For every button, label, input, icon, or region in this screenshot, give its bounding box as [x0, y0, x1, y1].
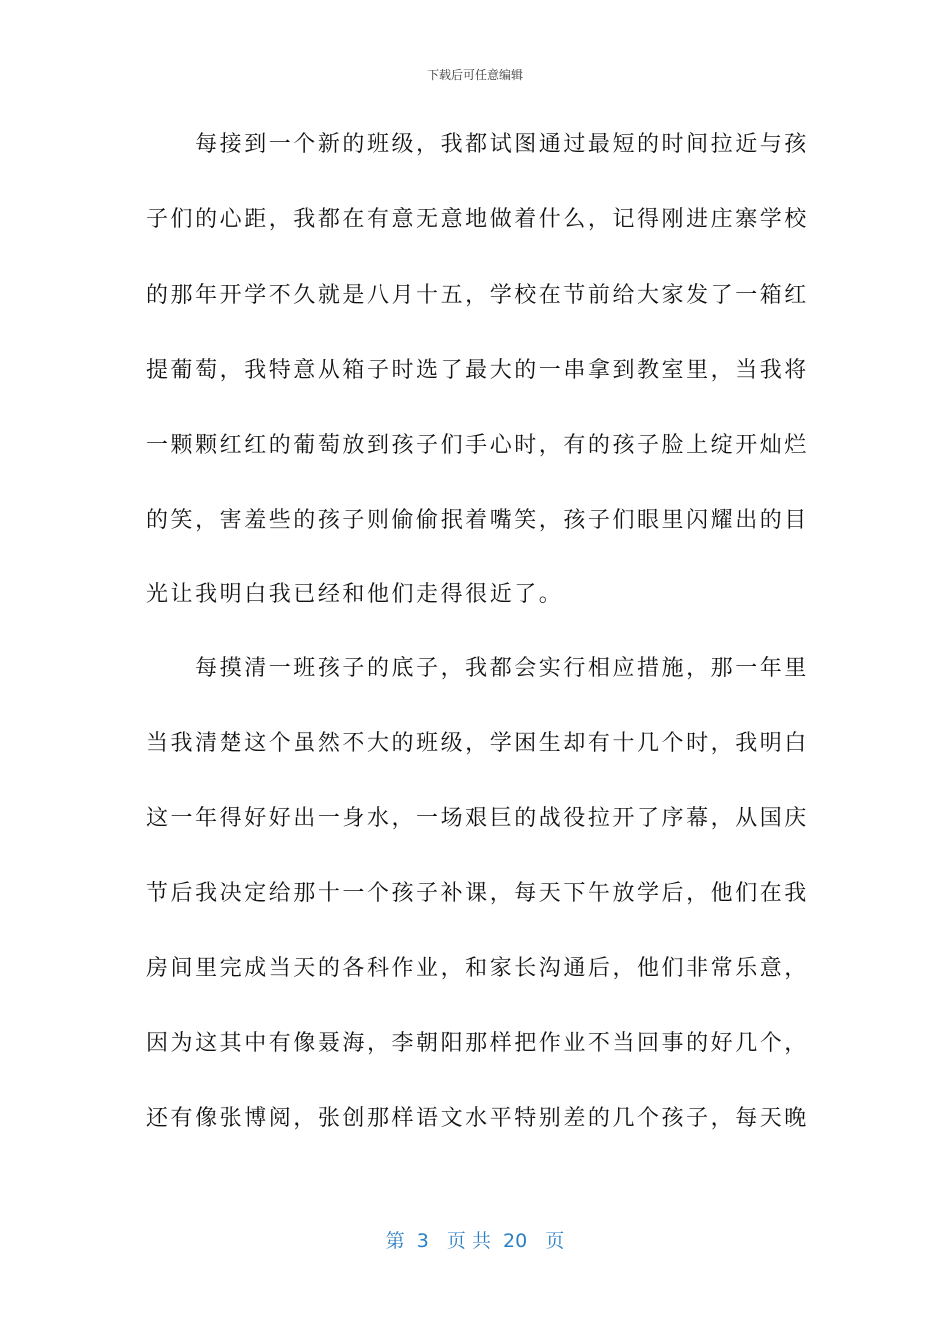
page-number-text: 第 3 页 共 20 页 — [385, 1230, 565, 1252]
text-line: 子们的心距，我都在有意无意地做着什么，记得刚进庄寨学校 — [146, 207, 809, 232]
text-line: 的笑，害羞些的孩子则偷偷抿着嘴笑，孩子们眼里闪耀出的目 — [146, 508, 809, 533]
text-line: 每接到一个新的班级，我都试图通过最短的时间拉近与孩 — [146, 132, 809, 157]
text-line: 房间里完成当天的各科作业，和家长沟通后，他们非常乐意， — [146, 956, 809, 981]
text-line: 还有像张博阅，张创那样语文水平特别差的几个孩子，每天晚 — [146, 1106, 809, 1131]
text-line: 光让我明白我已经和他们走得很近了。 — [146, 582, 564, 607]
text-line: 节后我决定给那十一个孩子补课，每天下午放学后，他们在我 — [146, 881, 809, 906]
text-line: 的那年开学不久就是八月十五，学校在节前给大家发了一箱红 — [146, 283, 809, 308]
text-line: 这一年得好好出一身水，一场艰巨的战役拉开了序幕，从国庆 — [146, 806, 809, 831]
text-line: 一颗颗红红的葡萄放到孩子们手心时，有的孩子脸上绽开灿烂 — [146, 433, 809, 458]
text-line: 提葡萄，我特意从箱子时选了最大的一串拿到教室里，当我将 — [146, 358, 809, 383]
page-number — [0, 1226, 950, 1253]
text-line: 因为这其中有像聂海，李朝阳那样把作业不当回事的好几个， — [146, 1031, 809, 1056]
text-line: 每摸清一班孩子的底子，我都会实行相应措施，那一年里 — [146, 656, 809, 681]
header-note: 下载后可任意编辑 — [426, 68, 523, 82]
text-line: 当我清楚这个虽然不大的班级，学困生却有十几个时，我明白 — [146, 731, 809, 756]
